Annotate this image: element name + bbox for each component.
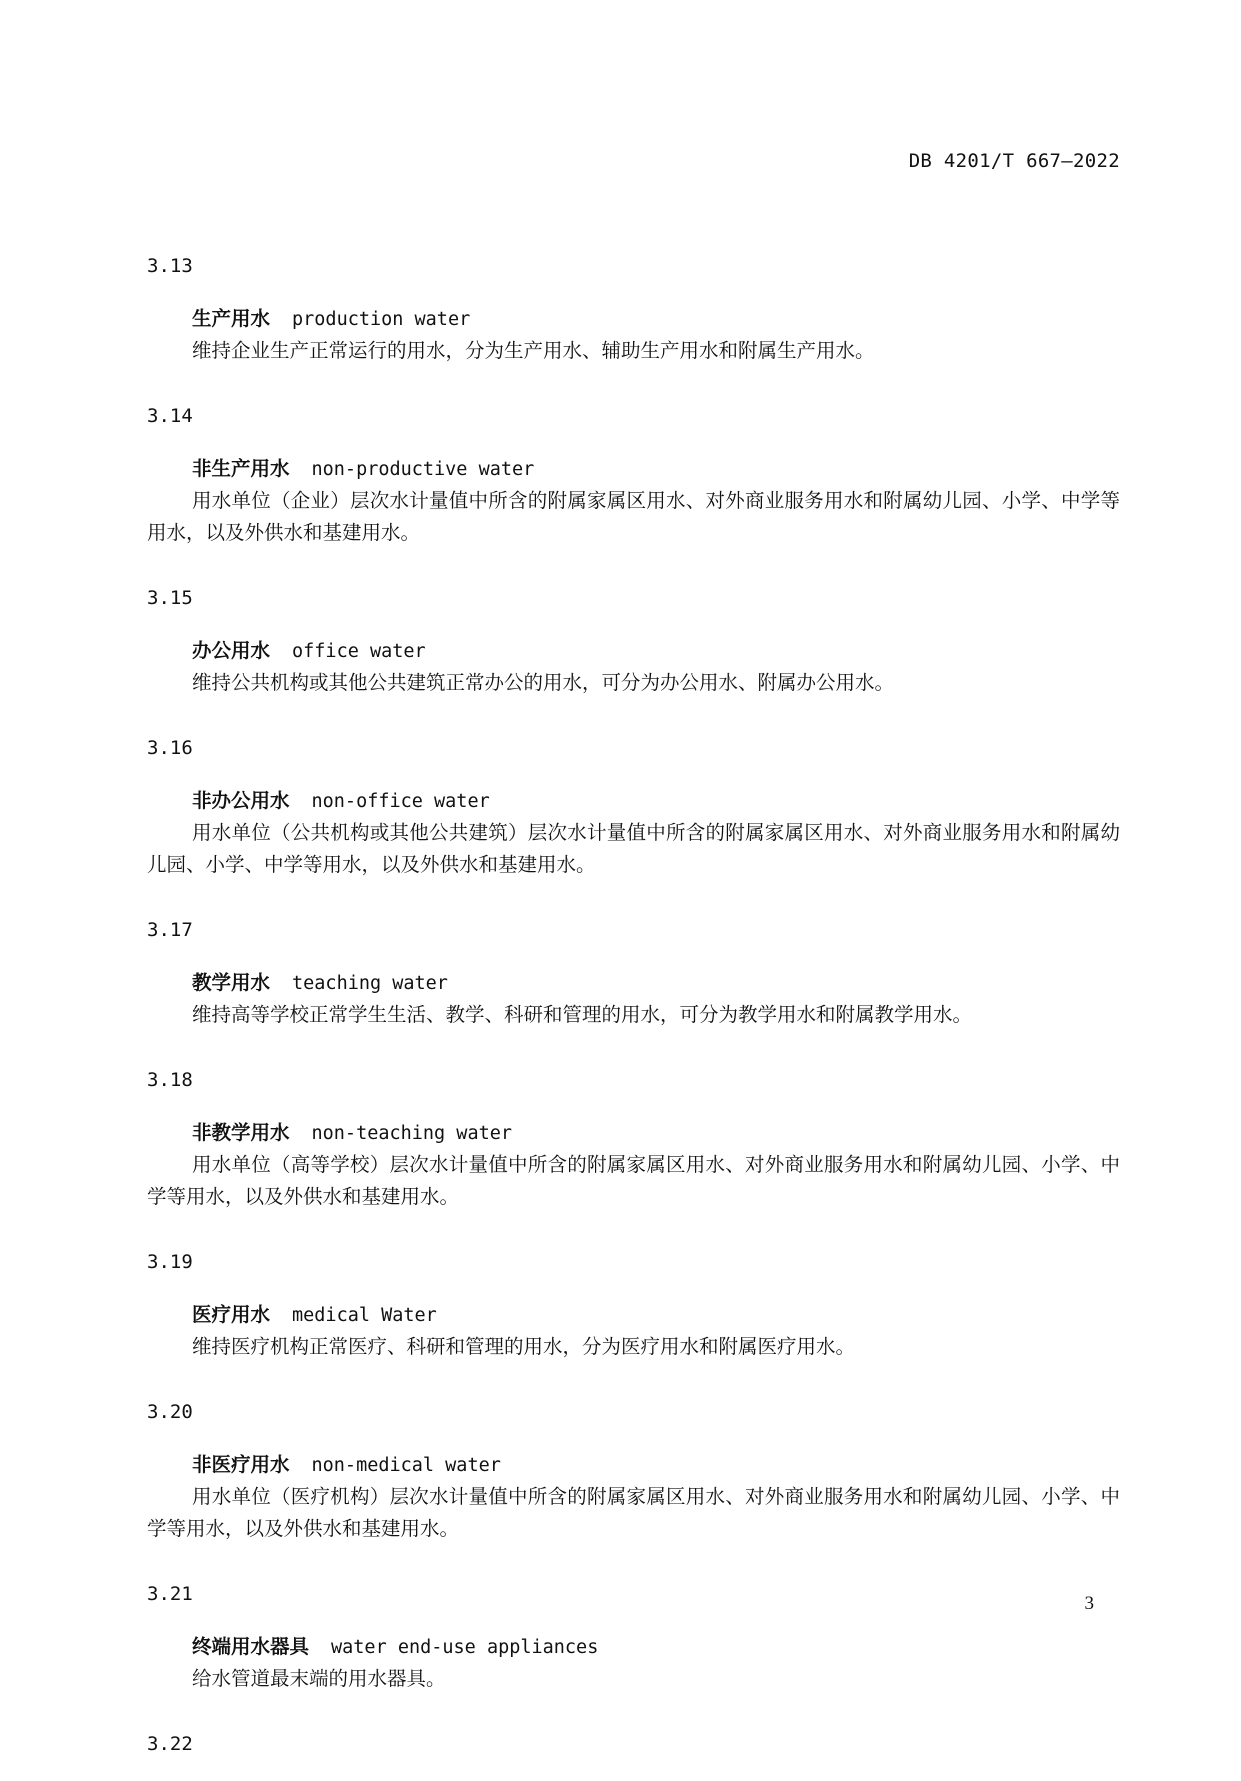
term-line [147, 1299, 1120, 1331]
term-english: office water [292, 641, 426, 662]
term-definition: 用水单位（公共机构或其他公共建筑）层次水计量值中所含的附属家属区用水、对外商业服务用水和附属幼儿园、小学、中学等用水，以及外供水和基建用水。 [147, 821, 1120, 876]
term-entry-3-22 [147, 1731, 1120, 1757]
term-entry-3-13 [147, 253, 1120, 367]
entry-number: 3.17 [147, 919, 193, 941]
entry-number: 3.21 [147, 1583, 193, 1605]
term-chinese: 非生产用水 [192, 457, 290, 480]
term-entry-3-16 [147, 735, 1120, 881]
term-line [147, 1631, 1120, 1663]
term-line [147, 635, 1120, 667]
term-line [147, 1449, 1120, 1481]
page-number: 3 [1084, 1593, 1094, 1614]
entry-number: 3.16 [147, 737, 193, 759]
term-english: non-office water [311, 791, 490, 812]
term-definition: 维持企业生产正常运行的用水，分为生产用水、辅助生产用水和附属生产用水。 [192, 339, 875, 362]
entry-number: 3.19 [147, 1251, 193, 1273]
term-line [147, 303, 1120, 335]
term-line [147, 453, 1120, 485]
term-definition: 用水单位（医疗机构）层次水计量值中所含的附属家属区用水、对外商业服务用水和附属幼儿园、小学、中学等用水，以及外供水和基建用水。 [147, 1485, 1120, 1540]
term-chinese: 医疗用水 [192, 1303, 271, 1326]
term-entry-3-17 [147, 917, 1120, 1031]
term-definition: 维持高等学校正常学生生活、教学、科研和管理的用水，可分为教学用水和附属教学用水。 [192, 1003, 973, 1026]
term-definition: 用水单位（企业）层次水计量值中所含的附属家属区用水、对外商业服务用水和附属幼儿园、小学、中学等用水，以及外供水和基建用水。 [147, 489, 1120, 544]
term-definition: 用水单位（高等学校）层次水计量值中所含的附属家属区用水、对外商业服务用水和附属幼儿园、小学、中学等用水，以及外供水和基建用水。 [147, 1153, 1120, 1208]
entry-number: 3.18 [147, 1069, 193, 1091]
entry-number: 3.20 [147, 1401, 193, 1423]
term-chinese: 生产用水 [192, 307, 271, 330]
term-english: non-teaching water [311, 1123, 512, 1144]
entry-number: 3.13 [147, 255, 193, 277]
entry-number: 3.14 [147, 405, 193, 427]
term-english: production water [292, 309, 471, 330]
term-english: teaching water [292, 973, 448, 994]
term-entry-3-15 [147, 585, 1120, 699]
term-english: non-productive water [311, 459, 535, 480]
entry-number: 3.15 [147, 587, 193, 609]
term-entry-3-20 [147, 1399, 1120, 1545]
standard-code: DB 4201/T 667—2022 [908, 150, 1120, 172]
term-line [147, 785, 1120, 817]
term-english: water end-use appliances [331, 1637, 599, 1658]
term-entry-3-18 [147, 1067, 1120, 1213]
term-english: non-medical water [311, 1455, 501, 1476]
term-chinese: 非教学用水 [192, 1121, 290, 1144]
term-line [147, 1117, 1120, 1149]
term-chinese: 办公用水 [192, 639, 271, 662]
term-definition: 给水管道最末端的用水器具。 [192, 1667, 446, 1690]
term-definition: 维持医疗机构正常医疗、科研和管理的用水，分为医疗用水和附属医疗用水。 [192, 1335, 856, 1358]
term-entry-3-21 [147, 1581, 1120, 1695]
term-entry-3-14 [147, 403, 1120, 549]
term-chinese: 非办公用水 [192, 789, 290, 812]
entry-number: 3.22 [147, 1733, 193, 1755]
term-english: medical Water [292, 1305, 437, 1326]
term-chinese: 教学用水 [192, 971, 271, 994]
terms-section [147, 253, 1120, 1781]
term-chinese: 非医疗用水 [192, 1453, 290, 1476]
term-definition: 维持公共机构或其他公共建筑正常办公的用水，可分为办公用水、附属办公用水。 [192, 671, 895, 694]
term-line [147, 967, 1120, 999]
term-chinese: 终端用水器具 [192, 1635, 310, 1658]
term-entry-3-19 [147, 1249, 1120, 1363]
